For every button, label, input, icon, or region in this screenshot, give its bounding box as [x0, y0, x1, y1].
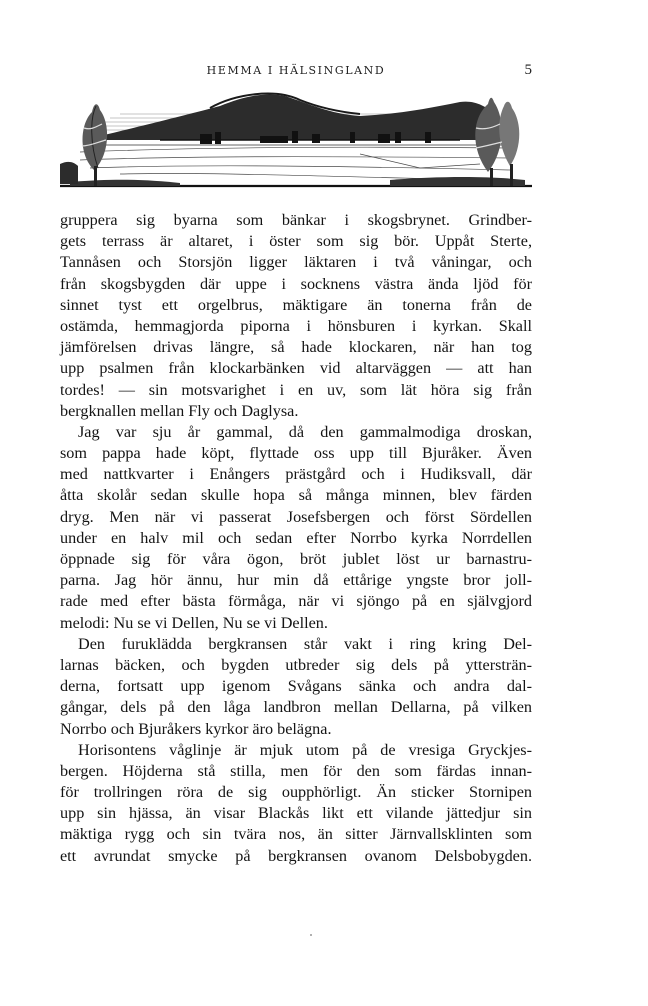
text-line: ett avrundat smycke på bergkransen ovanom Delsbobygden. — [60, 846, 532, 865]
text-line: upp sin hjässa, än visar Blackås likt ett vilande jättedjur sin — [60, 804, 532, 823]
text-line: derna, fortsatt upp igenom Svågans sänka och andra dal- — [60, 677, 532, 696]
landscape-vignette-icon — [60, 84, 532, 192]
text-line: ostämda, hemmagjorda piporna i hönsburen i kyrkan. Skall — [60, 316, 532, 335]
text-line: åtta skolår sedan skulle hopa så många minnen, blev färden — [60, 486, 532, 505]
text-line: från skogsbygden där uppe i socknens västra ända ljöd för — [60, 274, 532, 293]
page-number: 5 — [524, 62, 532, 78]
text-line: Tannåsen och Storsjön ligger läktaren i två våningar, och — [60, 253, 532, 272]
text-line: öppnade sig för våra ögon, bröt jublet löst ur barnastru- — [60, 550, 532, 568]
body-text — [60, 210, 532, 867]
running-head — [60, 64, 532, 84]
page-speck — [310, 934, 312, 936]
paragraph-end-line: Norrbo och Bjuråkers kyrkor äro belägna. — [60, 719, 332, 738]
paragraph-start-line: Den furuklädda bergkransen står vakt i ring kring Del- — [78, 634, 532, 653]
left-tree-icon — [82, 104, 107, 186]
text-line: sinnet tyst ett orgelbrus, mäktigare än tonerna från de — [60, 295, 532, 314]
paragraph-end-line: melodi: Nu se vi Dellen, Nu se vi Dellen. — [60, 613, 328, 632]
text-line: för trollringen röra de sig oupphörligt. Än sticker Stornipen — [60, 783, 532, 802]
text-line: gruppera sig byarna som bänkar i skogsbrynet. Grindber- — [60, 211, 532, 229]
text-line: gångar, dels på den låga landbron mellan Dellarna, på vilken — [60, 698, 532, 717]
text-line: upp psalmen från klockarbänken vid altarväggen — att han — [60, 359, 532, 378]
text-line: gets terrass är altaret, i öster som sig bör. Uppåt Sterte, — [60, 232, 532, 251]
text-line: mäktiga rygg och sin tvära nos, än sitter Järnvallsklinten som — [60, 825, 532, 844]
text-line: bergen. Höjderna stå stilla, men för den som färdas innan- — [60, 761, 532, 780]
text-line: under en halv mil och sedan efter Norrbo kyrka Norrdellen — [60, 528, 532, 547]
paragraph-start-line: Horisontens våglinje är mjuk utom på de vresiga Gryckjes- — [78, 740, 532, 759]
paragraph-end-line: bergknallen mellan Fly och Daglysa. — [60, 401, 299, 420]
text-line: med nattkvarter i Enångers prästgård och i Hudiksvall, där — [60, 465, 532, 484]
text-line: parna. Jag hör ännu, hur min då ettårige yngste bror joll- — [60, 571, 532, 590]
text-line: som pappa hade köpt, flyttade oss upp till Bjuråker. Även — [60, 444, 532, 463]
text-line: tordes! — sin motsvarighet i en uv, som lät höra sig från — [60, 380, 532, 399]
text-line: dryg. Men när vi passerat Josefsbergen och först Sördellen — [60, 507, 532, 526]
text-line: rade med efter bästa förmåga, när vi sjöngo på en självgjord — [60, 592, 532, 611]
text-line: larnas bäcken, och bygden utbreder sig dels på yttersträn- — [60, 655, 532, 674]
text-line: jämförelsen drivas längre, så hade klockaren, när han tog — [60, 338, 532, 357]
running-title: HEMMA I HÄLSINGLAND — [206, 64, 386, 77]
paragraph-start-line: Jag var sju år gammal, då den gammalmodiga droskan, — [78, 422, 532, 441]
